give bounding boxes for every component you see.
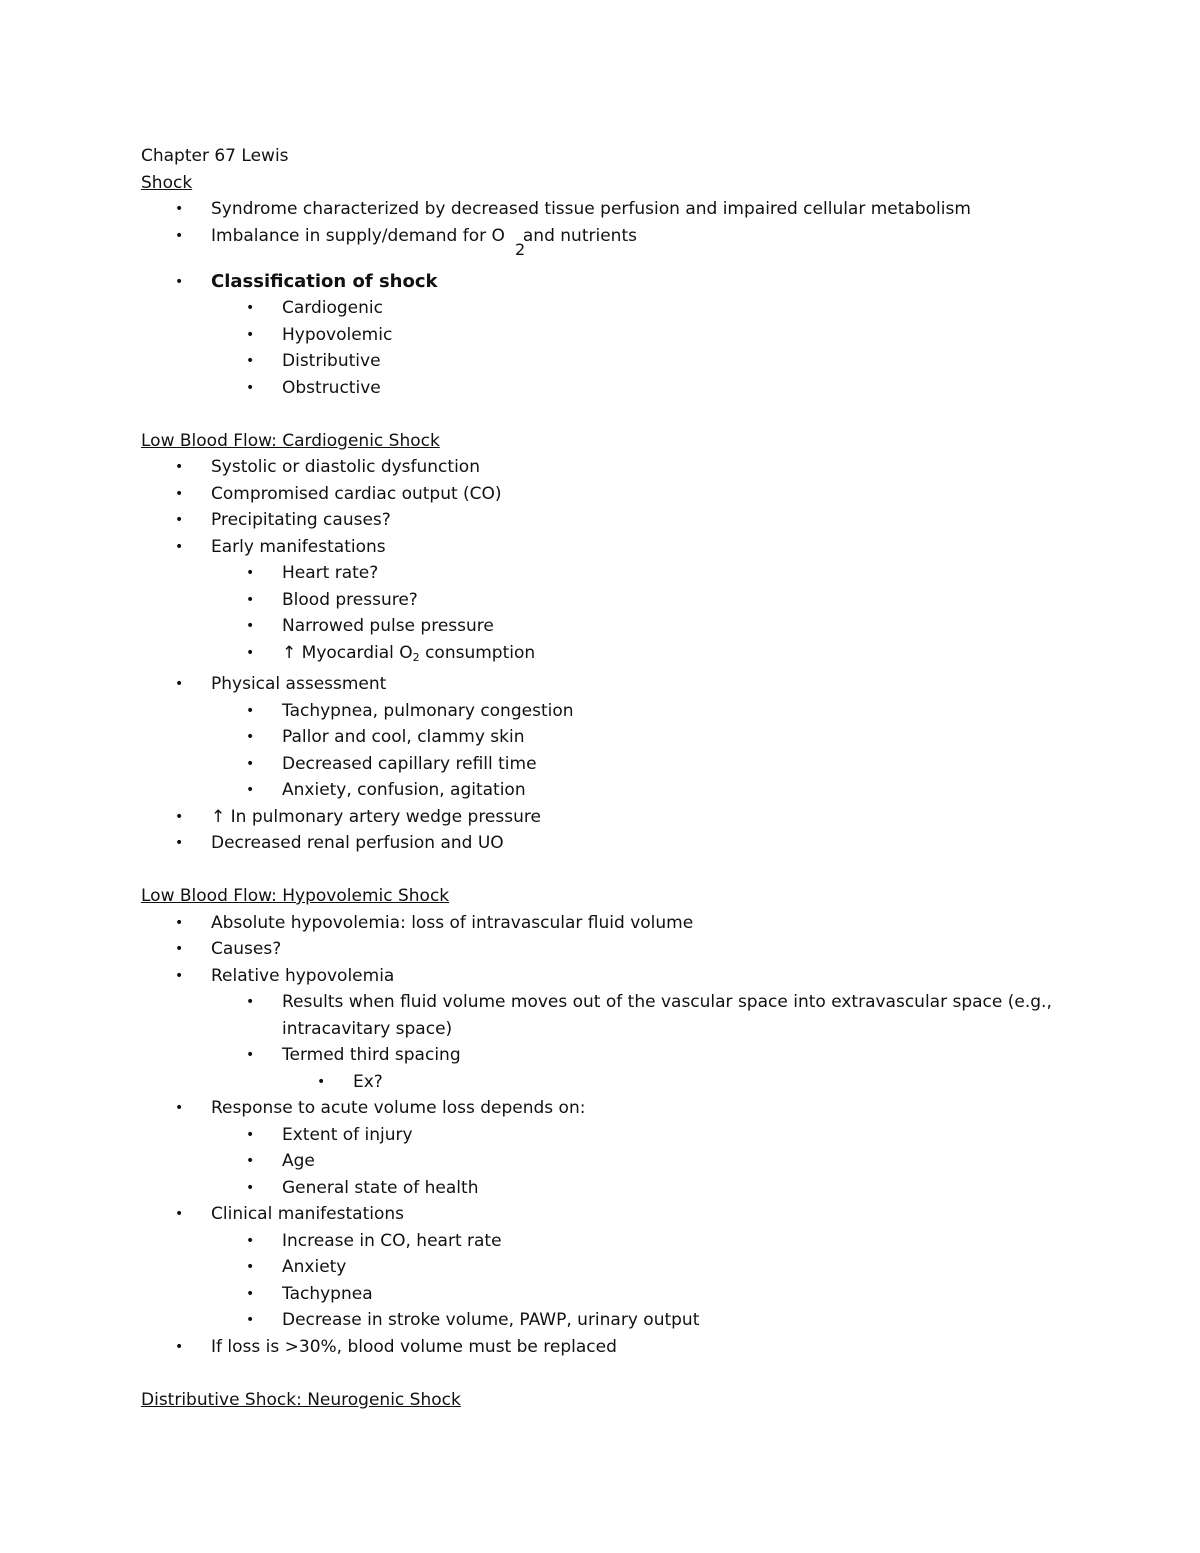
list-item: • Compromised cardiac output (CO)	[141, 481, 1101, 508]
bullet-icon: •	[246, 644, 255, 661]
list-item: • Relative hypovolemia	[141, 963, 1101, 990]
bullet-icon: •	[317, 1073, 326, 1090]
list-item: • Anxiety, confusion, agitation	[141, 777, 1101, 804]
list-item: • Clinical manifestations	[141, 1201, 1101, 1228]
bullet-icon: •	[246, 1259, 255, 1275]
bullet-icon: •	[175, 676, 184, 692]
list-item: • Imbalance in supply/demand for O and nutrients 2	[141, 223, 1101, 269]
list-item: • Termed third spacing	[141, 1042, 1101, 1069]
bullet-icon: •	[175, 273, 184, 290]
list-item: • Obstructive	[141, 375, 1101, 402]
section-heading-distributive: Distributive Shock: Neurogenic Shock	[141, 1389, 461, 1410]
list-item: • Response to acute volume loss depends on:	[141, 1095, 1101, 1122]
bullet-icon: •	[246, 729, 255, 745]
list-item: • Early manifestations	[141, 534, 1101, 561]
list-item: • Ex?	[141, 1069, 1101, 1096]
bullet-icon: •	[246, 782, 255, 798]
list-item: • Cardiogenic	[141, 295, 1101, 322]
bullet-icon: •	[175, 485, 184, 502]
bullet-icon: •	[246, 994, 255, 1010]
bullet-icon: •	[246, 1232, 255, 1249]
list-item: • Extent of injury	[141, 1122, 1101, 1149]
list-item: • Age	[141, 1148, 1101, 1175]
list-item: • Anxiety	[141, 1254, 1101, 1281]
list-item: • Systolic or diastolic dysfunction	[141, 454, 1101, 481]
bullet-icon: •	[246, 1312, 255, 1328]
bullet-icon: •	[246, 1179, 255, 1196]
bullet-icon: •	[175, 914, 184, 931]
classification-label: Classification of shock	[211, 270, 438, 292]
list-item: • Results when fluid volume moves out of the vascular space into extravascular space (e.g., intracavitary space)	[141, 989, 1102, 1042]
bullet-icon: •	[175, 941, 184, 957]
list-item: • Syndrome characterized by decreased tissue perfusion and impaired cellular metabolism	[141, 196, 1101, 223]
bullet-icon: •	[175, 808, 184, 825]
list-item: • Absolute hypovolemia: loss of intravascular fluid volume	[141, 910, 1101, 937]
bullet-icon: •	[175, 835, 184, 851]
document-page	[141, 143, 1101, 1413]
bullet-icon: •	[175, 1206, 184, 1222]
section-heading-hypovolemic: Low Blood Flow: Hypovolemic Shock	[141, 886, 450, 906]
bullet-icon: •	[246, 1153, 255, 1169]
bullet-icon: •	[175, 227, 184, 244]
bullet-icon: •	[246, 1285, 255, 1302]
bullet-icon: •	[246, 1126, 255, 1143]
bullet-icon: •	[175, 201, 184, 217]
bullet-icon: •	[246, 591, 255, 608]
section-heading-cardiogenic: Low Blood Flow: Cardiogenic Shock	[141, 430, 440, 451]
bullet-icon: •	[175, 459, 184, 475]
list-item: • ↑ Myocardial $O_2$ consumption	[141, 640, 1101, 672]
list-item: • Increase in CO, heart rate	[141, 1228, 1101, 1255]
list-item: • Distributive	[141, 348, 1101, 375]
list-item: • Decrease in stroke volume, PAWP, urinary output	[141, 1307, 1101, 1334]
list-item: • Tachypnea, pulmonary congestion	[141, 698, 1101, 725]
bullet-icon: •	[246, 353, 255, 369]
document-title: Chapter 67 Lewis	[141, 146, 289, 166]
list-item: • Heart rate?	[141, 560, 1101, 587]
list-item: • Decreased renal perfusion and UO	[141, 830, 1101, 857]
list-item: • Tachypnea	[141, 1281, 1101, 1308]
list-item: • Decreased capillary refill time	[141, 751, 1101, 778]
section-heading-shock: Shock	[141, 172, 193, 193]
list-item: • Blood pressure?	[141, 587, 1101, 614]
list-item: • General state of health	[141, 1175, 1101, 1202]
list-item: • Pallor and cool, clammy skin	[141, 724, 1101, 751]
list-item: • Causes?	[141, 936, 1101, 963]
bullet-icon: •	[246, 300, 255, 316]
list-item: • Hypovolemic	[141, 322, 1101, 349]
bullet-icon: •	[175, 538, 184, 555]
bullet-icon: •	[246, 618, 255, 634]
list-item: • Narrowed pulse pressure	[141, 613, 1101, 640]
bullet-icon: •	[246, 755, 255, 772]
bullet-icon: •	[175, 1100, 184, 1116]
list-item: • ↑ In pulmonary artery wedge pressure	[141, 804, 1101, 831]
list-item: • Precipitating causes?	[141, 507, 1101, 534]
bullet-icon: •	[246, 565, 255, 581]
list-item: • If loss is >30%, blood volume must be replaced	[141, 1334, 1101, 1361]
bullet-icon: •	[246, 379, 255, 396]
bullet-icon: •	[175, 1338, 184, 1355]
subscript: 2	[515, 239, 526, 259]
list-item: • Physical assessment	[141, 671, 1101, 698]
list-item	[141, 269, 1101, 296]
bullet-icon: •	[246, 1047, 255, 1063]
bullet-icon: •	[175, 512, 184, 528]
bullet-icon: •	[246, 326, 255, 343]
bullet-icon: •	[175, 967, 184, 984]
bullet-icon: •	[246, 702, 255, 719]
